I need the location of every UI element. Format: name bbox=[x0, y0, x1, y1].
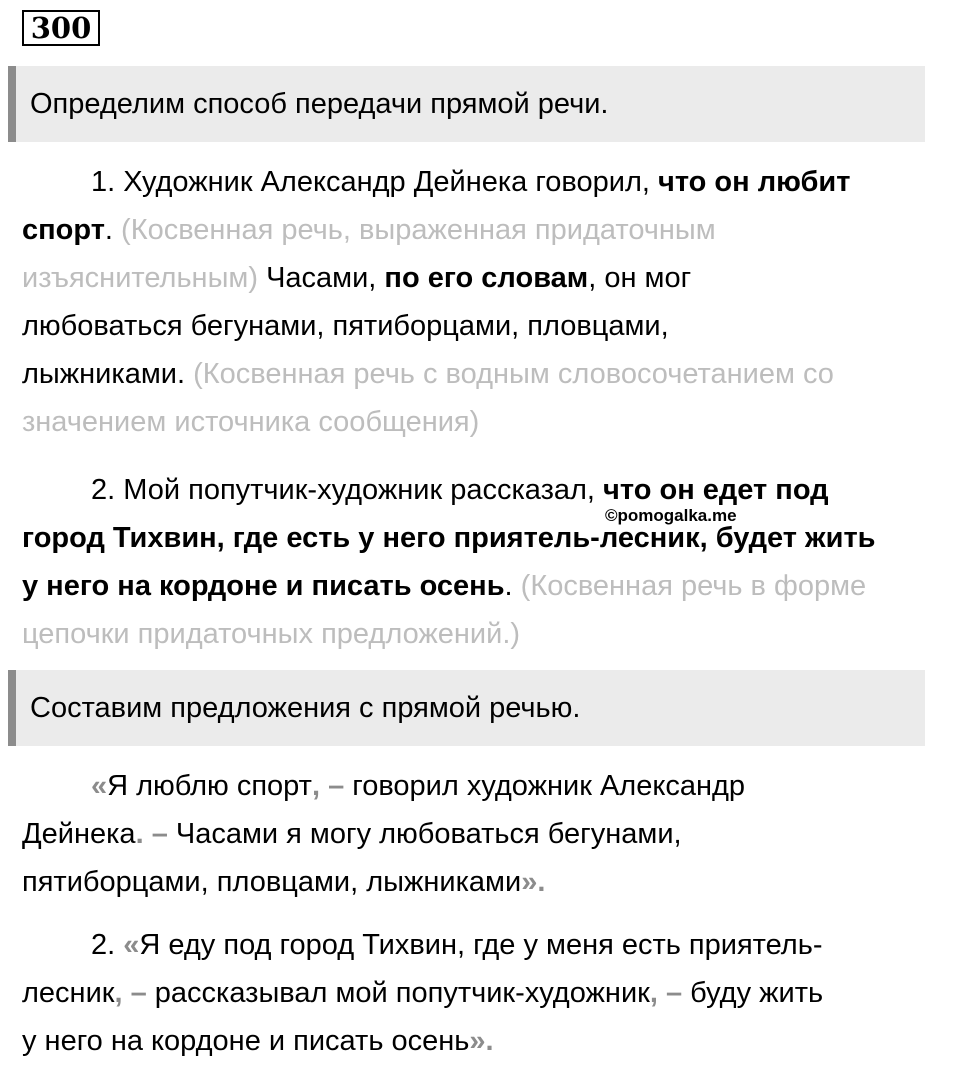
text-line: пятиборцами, пловцами, лыжниками». bbox=[22, 866, 546, 898]
text-line: город Тихвин, где есть у него приятель-лесник, будет жить bbox=[22, 522, 876, 554]
explanation-note: (Косвенная речь в форме bbox=[520, 570, 867, 602]
paragraph-item-2 bbox=[22, 466, 947, 658]
text-line: Дейнека. – Часами я могу любоваться бегунами, bbox=[22, 818, 682, 850]
paragraph-item-1 bbox=[22, 158, 947, 446]
text-line: 2. Мой попутчик-художник рассказал, что он едет под bbox=[91, 474, 829, 506]
text-line: лыжниками. (Косвенная речь с водным словосочетанием со bbox=[22, 358, 834, 390]
explanation-note: (Косвенная речь с водным словосочетанием со bbox=[193, 358, 834, 390]
text-line bbox=[22, 610, 947, 658]
explanation-note: изъяснительным) bbox=[22, 262, 259, 294]
text-line: у него на кордоне и писать осень». bbox=[22, 1025, 494, 1057]
explanation-note: цепочки придаточных предложений.) bbox=[22, 618, 521, 650]
text-line: у него на кордоне и писать осень. (Косвенная речь в форме bbox=[22, 570, 867, 602]
paragraph-direct-1 bbox=[22, 762, 947, 906]
explanation-note: (Косвенная речь, выраженная придаточным bbox=[121, 214, 716, 246]
text-line: изъяснительным) Часами, по его словам, он мог bbox=[22, 262, 692, 294]
text-line: 2. «Я еду под город Тихвин, где у меня есть приятель- bbox=[91, 929, 823, 961]
section-heading-direct: Составим предложения с прямой речью. bbox=[8, 670, 925, 746]
text-line: лесник, – рассказывал мой попутчик-художник, – буду жить bbox=[22, 977, 824, 1009]
watermark: ©pomogalka.me bbox=[605, 506, 737, 525]
task-number: 300 bbox=[22, 10, 100, 46]
explanation-note: значением источника сообщения) bbox=[22, 406, 480, 438]
text-line: 1. Художник Александр Дейнека говорил, что он любит bbox=[91, 166, 851, 198]
text-line: спорт. (Косвенная речь, выраженная придаточным bbox=[22, 214, 716, 246]
text-line: «Я люблю спорт, – говорил художник Александр bbox=[91, 770, 746, 802]
section-heading-indirect: Определим способ передачи прямой речи. bbox=[8, 66, 925, 142]
text-line bbox=[22, 398, 947, 446]
paragraph-direct-2 bbox=[22, 921, 947, 1065]
text-line: любоваться бегунами, пятиборцами, пловцами, bbox=[22, 310, 669, 342]
